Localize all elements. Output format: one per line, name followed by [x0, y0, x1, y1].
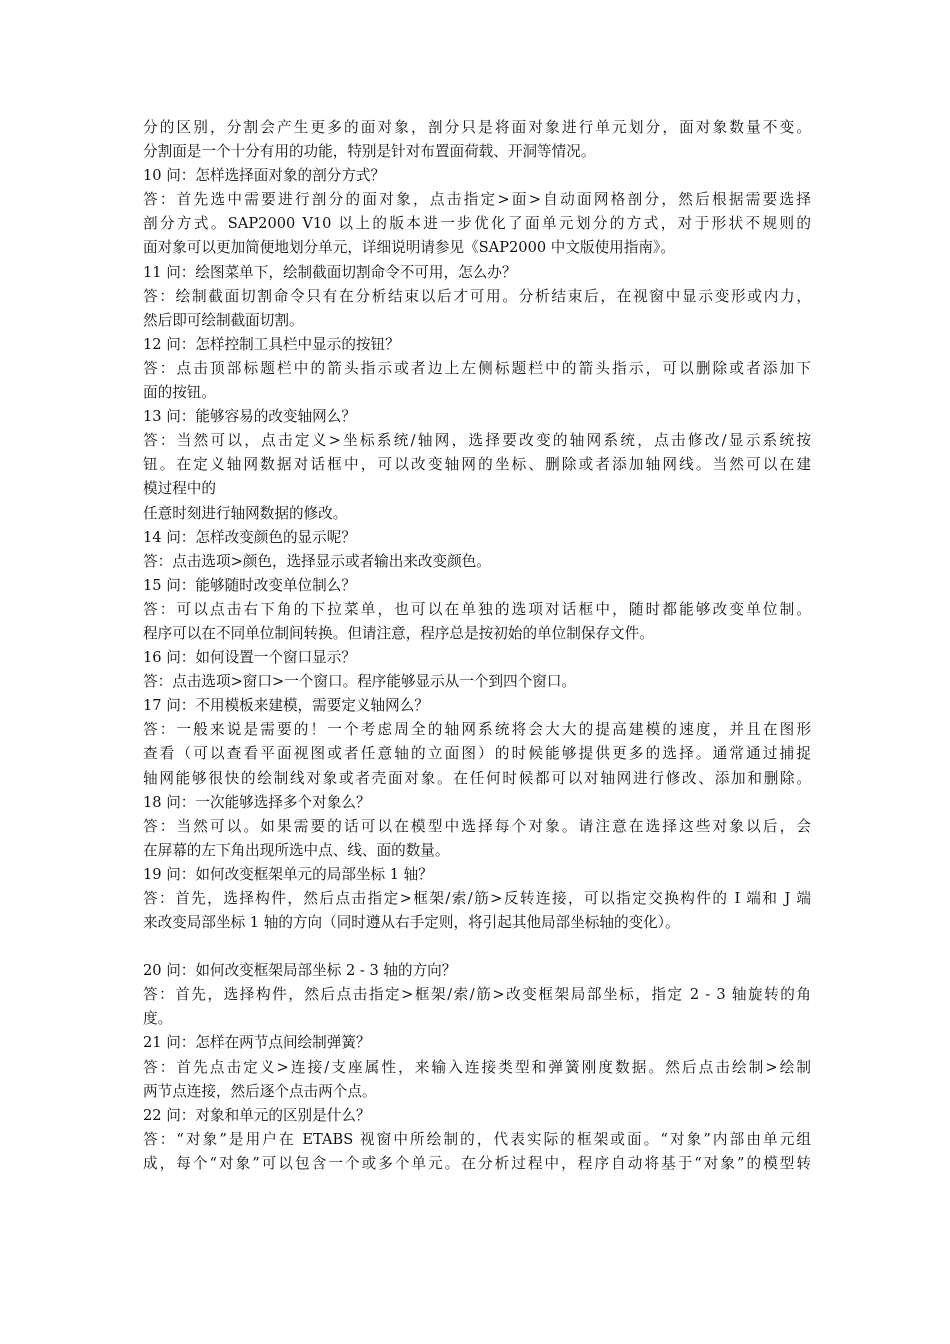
question-11: 11 问：绘图菜单下，绘制截面切割命令不可用，怎么办？ [143, 263, 517, 281]
answer-line: 答：首先选中需要进行剖分的面对象，点击指定>面>自动面网格剖分，然后根据需要选择 [143, 191, 811, 209]
answer-line: 答：点击选项>颜色，选择显示或者输出来改变颜色。 [143, 552, 491, 570]
answer-line: 答：可以点击右下角的下拉菜单，也可以在单独的选项对话框中，随时都能够改变单位制。 [143, 600, 811, 618]
question-16: 16 问：如何设置一个窗口显示？ [143, 649, 356, 667]
answer-line: 然后即可绘制截面切割。 [143, 311, 304, 329]
answer-line: 查看（可以查看平面视图或者任意轴的立面图）的时候能够提供更多的选择。通常通过捕捉 [143, 745, 811, 763]
question-14: 14 问：怎样改变颜色的显示呢？ [143, 528, 356, 546]
answer-line: 答：绘制截面切割命令只有在分析结束以后才可用。分析结束后，在视窗中显示变形或内力， [143, 287, 811, 305]
answer-line: 在屏幕的左下角出现所选中点、线、面的数量。 [143, 841, 450, 859]
question-21: 21 问：怎样在两节点间绘制弹簧？ [143, 1034, 371, 1052]
answer-line: 钮。在定义轴网数据对话框中，可以改变轴网的坐标、删除或者添加轴网线。当然可以在建 [143, 456, 811, 474]
question-19: 19 问：如何改变框架单元的局部坐标 1 轴？ [143, 865, 433, 883]
answer-line: 面的按钮。 [143, 384, 216, 402]
question-18: 18 问：一次能够选择多个对象么？ [143, 793, 371, 811]
question-13: 13 问：能够容易的改变轴网么？ [143, 408, 356, 426]
blank-line [143, 935, 811, 959]
answer-line: 两节点连接，然后逐个点击两个点。 [143, 1082, 377, 1100]
answer-line: 来改变局部坐标 1 轴的方向（同时遵从右手定则，将引起其他局部坐标轴的变化）。 [143, 914, 680, 932]
answer-line: 答：一般来说是需要的！一个考虑周全的轴网系统将会大大的提高建模的速度，并且在图形 [143, 721, 811, 739]
text-line: 分割面是一个十分有用的功能，特别是针对布置面荷载、开洞等情况。 [143, 143, 596, 161]
question-15: 15 问：能够随时改变单位制么？ [143, 576, 356, 594]
answer-line: 答：首先点击定义>连接/支座属性，来输入连接类型和弹簧刚度数据。然后点击绘制>绘制 [143, 1058, 811, 1076]
question-20: 20 问：如何改变框架局部坐标 2 - 3 轴的方向？ [143, 962, 457, 980]
answer-line: 任意时刻进行轴网数据的修改。 [143, 504, 348, 522]
answer-line: 程序可以在不同单位制间转换。但请注意，程序总是按初始的单位制保存文件。 [143, 624, 654, 642]
answer-line: 答：当然可以，点击定义>坐标系统/轴网，选择要改变的轴网系统，点击修改/显示系统按 [143, 432, 811, 450]
document-body [143, 116, 811, 1176]
answer-line: 度。 [143, 1010, 173, 1028]
answer-line: 模过程中的 [143, 480, 216, 498]
answer-line: 答：首先，选择构件，然后点击指定>框架/索/筋>改变框架局部坐标，指定 2 - 3 轴旋转的角 [143, 986, 811, 1004]
answer-line: 答：点击顶部标题栏中的箭头指示或者边上左侧标题栏中的箭头指示，可以删除或者添加下 [143, 359, 811, 377]
answer-line: 答：首先，选择构件，然后点击指定>框架/索/筋>反转连接，可以指定交换构件的 I 端和 J 端 [143, 890, 811, 907]
answer-line: 剖分方式。SAP2000 V10 以上的版本进一步优化了面单元划分的方式，对于形状不规则的 [143, 215, 811, 233]
question-12: 12 问：怎样控制工具栏中显示的按钮？ [143, 335, 400, 353]
question-17: 17 问：不用模板来建模，需要定义轴网么？ [143, 697, 429, 715]
answer-line: 答：“对象”是用户在 ETABS 视窗中所绘制的，代表实际的框架或面。“对象”内部由单元组 [143, 1130, 811, 1148]
answer-line: 轴网能够很快的绘制线对象或者壳面对象。在任何时候都可以对轴网进行修改、添加和删除。 [143, 769, 811, 787]
answer-line: 答：当然可以。如果需要的话可以在模型中选择每个对象。请注意在选择这些对象以后，会 [143, 817, 811, 835]
answer-line: 成，每个“对象”可以包含一个或多个单元。在分析过程中，程序自动将基于“对象”的模型转 [143, 1154, 811, 1172]
answer-line: 答：点击选项>窗口>一个窗口。程序能够显示从一个到四个窗口。 [143, 673, 577, 691]
text-line: 分的区别，分割会产生更多的面对象，剖分只是将面对象进行单元划分，面对象数量不变。 [143, 119, 811, 136]
question-10: 10 问：怎样选择面对象的剖分方式？ [143, 167, 386, 185]
question-22: 22 问：对象和单元的区别是什么？ [143, 1106, 371, 1124]
answer-line: 面对象可以更加简便地划分单元，详细说明请参见《SAP2000 中文版使用指南》。 [143, 239, 675, 257]
